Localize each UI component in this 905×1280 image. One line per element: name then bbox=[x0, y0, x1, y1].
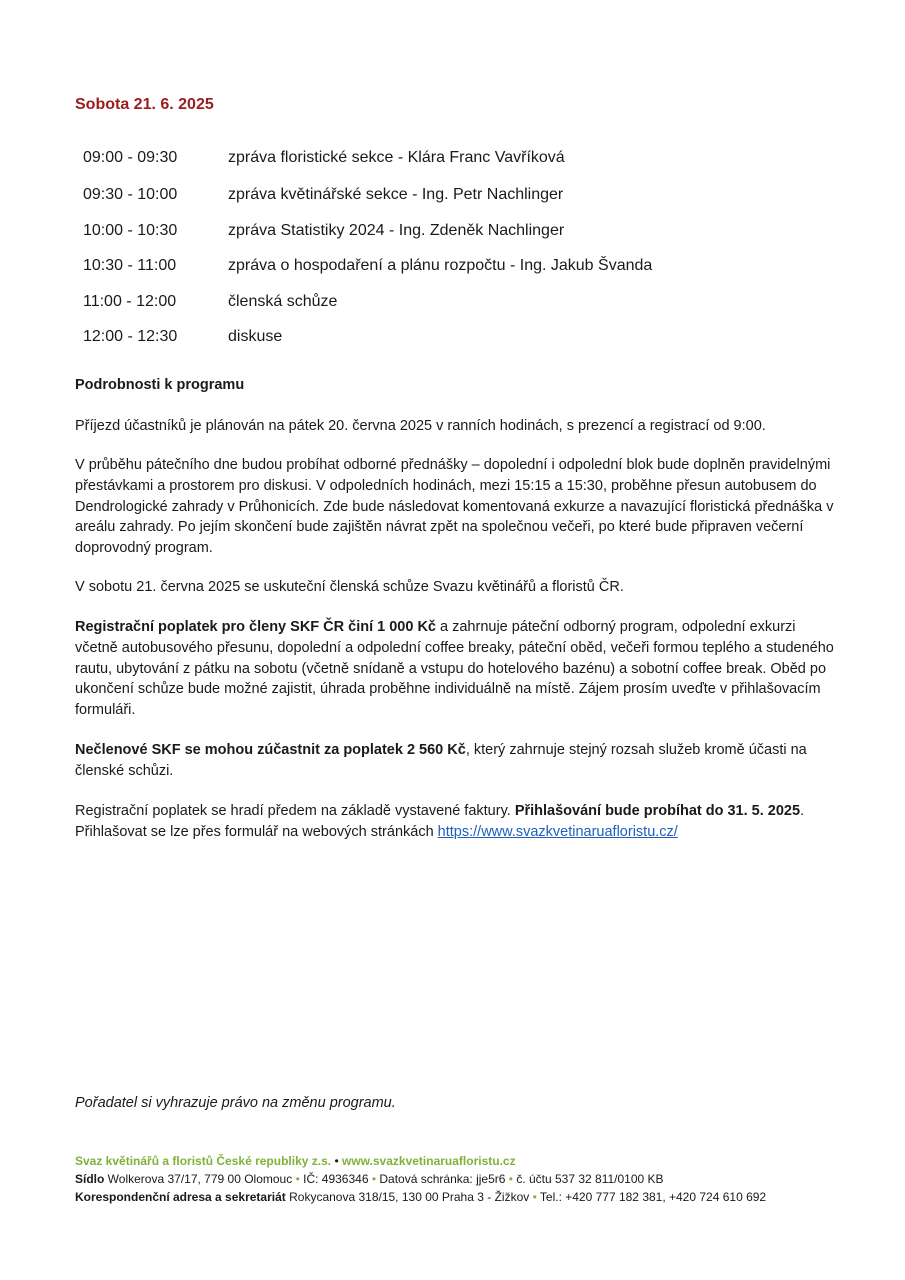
footer-bullet: • bbox=[295, 1172, 300, 1186]
footer-account: č. účtu 537 32 811/0100 KB bbox=[512, 1172, 664, 1186]
footer-bullet: • bbox=[371, 1172, 377, 1186]
schedule-item: zpráva o hospodaření a plánu rozpočtu - Ing. Jakub Švanda bbox=[228, 257, 653, 274]
footer-phone: Tel.: +420 777 182 381, +420 724 610 692 bbox=[536, 1190, 767, 1204]
footer-org-web: www.svazkvetinaruafloristu.cz bbox=[341, 1154, 516, 1168]
footer-seat-address: Wolkerova 37/17, 779 00 Olomouc bbox=[104, 1172, 296, 1186]
footer-corr-label: Korespondenční adresa a sekretariát bbox=[75, 1190, 286, 1204]
member-fee-text: a zahrnuje páteční odborný program, odpolední exkurzi včetně autobusového přesunu, dopolední a odpolední coffee breaky, páteční oběd, večeři formou teplého a studeného rautu, ubytování z pátku na sobotu (včetně snídaně a vstupu do hotelového bazénu) a sobotní coffee break. Oběd po ukončení schůze bude možné zajistit, úhrada proběhne individuálně na místě. Zájem prosím uveďte v přihlašovacím formuláři. bbox=[75, 619, 834, 719]
registration-deadline: Přihlašování bude probíhat do 31. 5. 2025 bbox=[514, 803, 801, 819]
schedule-item: diskuse bbox=[228, 328, 283, 345]
footer-bullet: • bbox=[532, 1190, 537, 1204]
schedule-time: 10:30 - 11:00 bbox=[83, 257, 177, 274]
nonmember-fee-text: , který zahrnuje stejný rozsah služeb kromě účasti na členské schůzi. bbox=[75, 742, 807, 779]
schedule-time: 09:30 - 10:00 bbox=[83, 186, 178, 203]
program-change-note: Pořadatel si vyhrazuje právo na změnu programu. bbox=[75, 1095, 396, 1111]
footer bbox=[75, 1152, 766, 1206]
schedule-time: 12:00 - 12:30 bbox=[83, 328, 178, 345]
schedule-item: zpráva Statistiky 2024 - Ing. Zdeněk Nachlinger bbox=[228, 222, 565, 239]
paragraph-arrival: Příjezd účastníků je plánován na pátek 20. června 2025 v ranních hodinách, s prezencí a registrací od 9:00. bbox=[75, 418, 766, 434]
day-title: Sobota 21. 6. 2025 bbox=[75, 96, 214, 113]
footer-separator: • bbox=[331, 1154, 342, 1168]
footer-databox: Datová schránka: jje5r6 bbox=[376, 1172, 509, 1186]
schedule-time: 10:00 - 10:30 bbox=[83, 222, 178, 239]
paragraph-nonmember-fee bbox=[75, 740, 835, 782]
footer-ic: IČ: 4936346 bbox=[299, 1172, 372, 1186]
paragraph-registration bbox=[75, 801, 835, 843]
footer-org-name: Svaz květinářů a floristů České republiky z.s. bbox=[75, 1154, 332, 1168]
schedule-time: 11:00 - 12:00 bbox=[83, 293, 177, 310]
schedule-item: zpráva květinářské sekce - Ing. Petr Nachlinger bbox=[228, 186, 564, 203]
member-fee-highlight: Registrační poplatek pro členy SKF ČR činí 1 000 Kč bbox=[75, 619, 436, 635]
registration-text: Registrační poplatek se hradí předem na základě vystavené faktury. bbox=[75, 803, 515, 819]
footer-bullet: • bbox=[508, 1172, 513, 1186]
paragraph-friday-program: V průběhu pátečního dne budou probíhat odborné přednášky – dopolední i odpolední blok bude doplněn pravidelnými přestávkami a prostorem pro diskusi. V odpoledních hodinách, mezi 15:15 a 15:30, proběhne přesun autobusem do Dendrologické zahrady v Průhonicích. Zde bude následovat komentovaná exkurze a navazující floristická přednáška v areálu zahrady. Po jejím skončení bude zajištěn návrat zpět na společnou večeři, po které bude připraven večerní doprovodný program. bbox=[75, 457, 834, 557]
registration-text-2: . Přihlašovat se lze přes formulář na webových stránkách bbox=[75, 803, 805, 840]
registration-link[interactable]: https://www.svazkvetinaruafloristu.cz/ bbox=[437, 823, 678, 840]
footer-corr-address: Rokycanova 318/15, 130 00 Praha 3 - Žižkov bbox=[285, 1190, 533, 1204]
paragraph-saturday-meeting: V sobotu 21. června 2025 se uskuteční členská schůze Svazu květinářů a floristů ČR. bbox=[75, 579, 624, 595]
schedule-time: 09:00 - 09:30 bbox=[83, 149, 178, 166]
schedule-item: členská schůze bbox=[228, 293, 338, 310]
footer-line-seat bbox=[75, 1170, 766, 1188]
paragraph-member-fee bbox=[75, 617, 835, 721]
footer-line-correspondence bbox=[75, 1188, 766, 1206]
footer-seat-label: Sídlo bbox=[75, 1172, 105, 1186]
footer-line-org bbox=[75, 1152, 766, 1170]
schedule-item: zpráva floristické sekce - Klára Franc Vavříková bbox=[228, 149, 565, 166]
nonmember-fee-highlight: Nečlenové SKF se mohou zúčastnit za poplatek 2 560 Kč bbox=[75, 742, 466, 758]
details-heading: Podrobnosti k programu bbox=[75, 377, 245, 393]
